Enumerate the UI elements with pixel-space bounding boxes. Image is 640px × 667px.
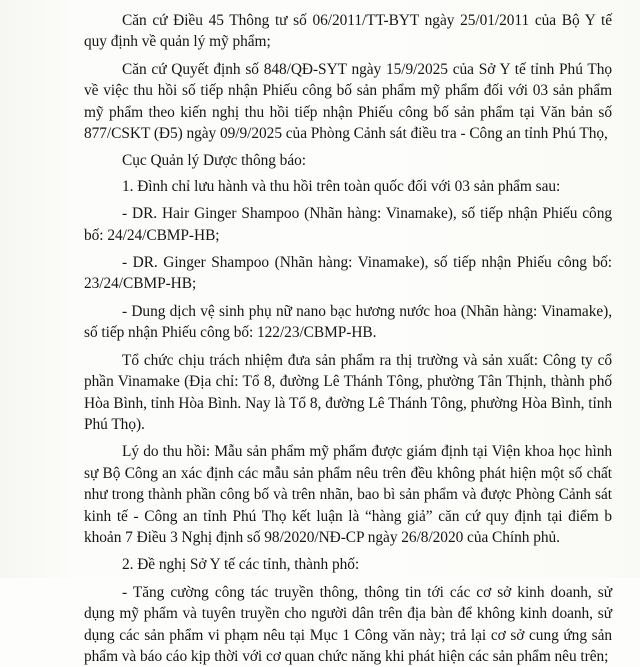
item-1-heading: 1. Đình chỉ lưu hành và thu hồi trên toàn quốc đối với 03 sản phẩm sau: (122, 177, 561, 195)
legal-basis-decision: Căn cứ Quyết định số 848/QĐ-SYT ngày 15/9/2025 của Sở Y tế tỉnh Phú Thọ về việc thu hồi số tiếp nhận Phiếu công bố sản phẩm mỹ phẩm đối với 03 sản phẩm mỹ phẩm theo kiến nghị thu hồi tiếp nhận Phiếu công bố sản phẩm tại Văn bản số 877/CSKT (Đ5) ngày 09/9/2025 của Phòng Cảnh sát điều tra - Công an tỉnh Phú Thọ, (84, 60, 612, 143)
product-item: - DR. Hair Ginger Shampoo (Nhãn hàng: Vinamake), số tiếp nhận Phiếu công bố: 24/24/CBMP-HB; (84, 205, 612, 244)
recall-reason: Lý do thu hồi: Mẫu sản phẩm mỹ phẩm được giám định tại Viện khoa học hình sự Bộ Công an xác định các mẫu sản phẩm nêu trên đều không phát hiện một số chất như trong thành phần công bố và trên nhãn, bao bì sản phẩm và được Phòng Cảnh sát kinh tế - Công an tỉnh Phú Thọ kết luận là “hàng giả” căn cứ quy định tại điểm b khoản 7 Điều 3 Nghị định số 98/2020/NĐ-CP ngày 26/8/2020 của Chính phủ. (84, 443, 612, 546)
announcement-intro: Cục Quản lý Dược thông báo: (122, 152, 306, 170)
request-item: - Tăng cường công tác truyền thông, thông tin tới các cơ sở kinh doanh, sử dụng mỹ phẩm và tuyên truyền cho người dân trên địa bàn để không kinh doanh, sử dụng các sản phẩm vi phạm nêu tại Mục 1 Công văn này; trả lại cơ sở cung ứng sản phẩm và báo cáo kịp thời với cơ quan chức năng khi phát hiện các sản phẩm nêu trên; (84, 583, 612, 665)
product-item: - Dung dịch vệ sinh phụ nữ nano bạc hương nước hoa (Nhãn hàng: Vinamake), số tiếp nhận Phiếu công bố: 122/23/CBMP-HB. (84, 302, 612, 342)
responsible-organization: Tổ chức chịu trách nhiệm đưa sản phẩm ra thị trường và sản xuất: Công ty cổ phần Vinamake (Địa chỉ: Tổ 8, đường Lê Thánh Tông, phường Tân Thịnh, thành phố Hòa Bình, tỉnh Hòa Bình. Nay là Tổ 8, đường Lê Thánh Tông, phường Hòa Bình, tỉnh Phú Thọ). (84, 351, 612, 433)
product-item: - DR. Ginger Shampoo (Nhãn hàng: Vinamake), số tiếp nhận Phiếu công bố: 23/24/CBMP-HB; (84, 254, 612, 293)
item-2-heading: 2. Đề nghị Sở Y tế các tỉnh, thành phố: (122, 556, 360, 574)
legal-basis-circular: Căn cứ Điều 45 Thông tư số 06/2011/TT-BYT ngày 25/01/2011 của Bộ Y tế quy định về quản lý mỹ phẩm; (84, 12, 612, 51)
